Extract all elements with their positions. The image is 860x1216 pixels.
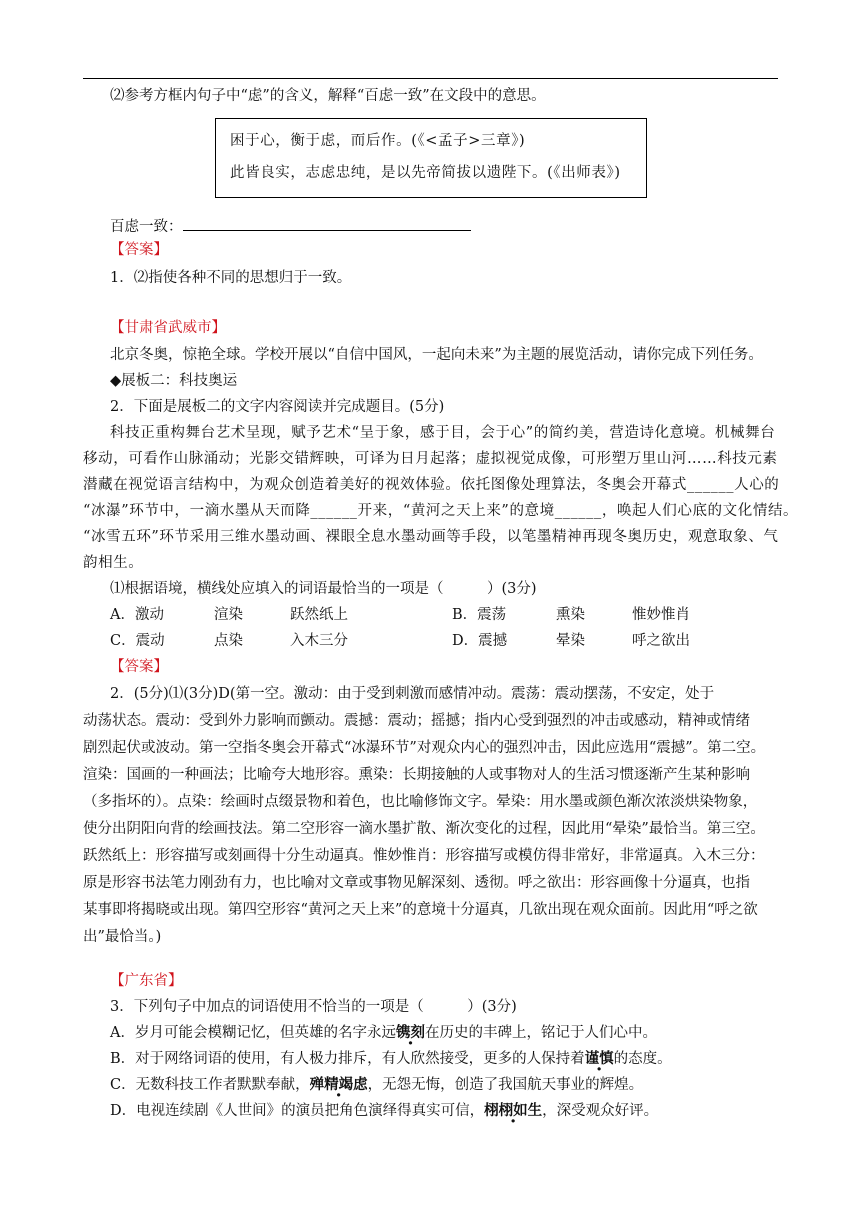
passage-line: 移动，可看作山脉涌动；光影交错辉映，可译为日月起落；虚拟视觉成像，可形塑万里山河……科技元素 (83, 451, 778, 467)
explanation-line: 使分出阴阳向背的绘画技法。第二空形容一滴水墨扩散、渐次变化的过程，因此用“晕染”最恰当。第三空。 (83, 821, 765, 837)
fill-line (110, 216, 471, 237)
explanation-line: 原是形容书法笔力刚劲有力，也比喻对文章或事物见解深刻、透彻。呼之欲出：形容画像十分逼真，也指 (83, 875, 750, 891)
option-c-word3: 入木三分 (290, 633, 348, 649)
dotted-word: 栩栩如生 (484, 1102, 543, 1119)
quote-box (215, 118, 647, 198)
quote-line-1: 困于心，衡于虑，而后作。(《<孟子>三章》) (230, 133, 526, 149)
passage-line: 科技正重构舞台艺术呈现，赋予艺术“呈于象，感于目，会于心”的简约美，营造诗化意境。机械舞台 (110, 425, 776, 441)
q2-intro: 北京冬奥，惊艳全球。学校开展以“自信中国风，一起向未来”为主题的展览活动，请你完成下列任务。 (110, 347, 763, 363)
option-a-word3: 跃然纸上 (290, 607, 348, 623)
passage-line: 潜藏在视觉语言结构中，为观众创造着美好的视效体验。依托图像处理算法，冬奥会开幕式______人心的 (83, 477, 780, 493)
option-b-word2: 熏染 (556, 607, 585, 623)
dotted-word: 镌刻 (395, 1024, 425, 1041)
option-d-word2: 晕染 (556, 633, 585, 649)
q3-option-d: D．电视连续剧《人世间》的演员把角色演绎得真实可信，栩栩如生，深受观众好评。 (110, 1102, 659, 1119)
option-d-word3: 呼之欲出 (632, 633, 690, 649)
option-a: A．激动 (110, 607, 164, 623)
board-heading: ◆展板二：科技奥运 (110, 373, 238, 389)
q3-option-b: B．对于网络词语的使用，有人极力排斥，有人欣然接受，更多的人保持着谨慎的态度。 (110, 1050, 672, 1067)
explanation-line: 渲染：国画的一种画法；比喻夸大地形容。熏染：长期接触的人或事物对人的生活习惯逐渐产生某种影响 (83, 767, 750, 783)
option-b: B．震荡 (452, 607, 507, 623)
header-rule (83, 78, 778, 79)
passage-line: “冰雪五环”环节采用三维水墨动画、裸眼全息水墨动画等手段，以笔墨精神再现冬奥历史，观意取象、气 (83, 529, 779, 545)
explanation-line: 剧烈起伏或波动。第一空指冬奥会开幕式“冰瀑环节”对观众内心的强烈冲击，因此应选用“震撼”。第二空。 (83, 740, 766, 756)
q2-stem: 2．下面是展板二的文字内容阅读并完成题目。(5分) (110, 399, 445, 415)
quote-line-2: 此皆良实，志虑忠纯，是以先帝简拔以遗陛下。(《出师表》) (230, 165, 621, 181)
explanation-line: （多指坏的）。点染：绘画时点缀景物和着色，也比喻修饰文字。晕染：用水墨或颜色渐次浓淡烘染物象， (83, 794, 758, 810)
option-c: C．震动 (110, 633, 165, 649)
q2-sub-prompt: ⑴根据语境，横线处应填入的词语最恰当的一项是（ ）(3分) (110, 581, 537, 597)
passage-line: 韵相生。 (83, 555, 144, 571)
answer-tag-2: 【答案】 (110, 659, 168, 675)
explanation-line: 2．(5分)⑴(3分)D(第一空。激动：由于受到刺激而感情冲动。震荡：震动摆荡，不安定，处于 (110, 686, 715, 702)
q1-prompt: ⑵参考方框内句子中“虑”的含义，解释“百虑一致”在文段中的意思。 (110, 88, 546, 104)
q3-stem: 3．下列句子中加点的词语使用不恰当的一项是（ ）(3分) (110, 999, 517, 1015)
answer-blank (183, 216, 471, 231)
region-label-gansu: 【甘肃省武威市】 (110, 320, 226, 336)
explanation-line: 某事即将揭晓或出现。第四空形容“黄河之天上来”的意境十分逼真，几欲出现在观众面前。因此用“呼之欲 (83, 902, 758, 918)
dotted-word: 殚精竭虑 (309, 1076, 368, 1093)
fill-label: 百虑一致： (110, 219, 183, 235)
q3-option-c: C．无数科技工作者默默奉献，殚精竭虑，无怨无悔，创造了我国航天事业的辉煌。 (110, 1076, 644, 1093)
answer-tag-1: 【答案】 (110, 242, 168, 258)
option-b-word3: 惟妙惟肖 (632, 607, 690, 623)
explanation-line: 动荡状态。震动：受到外力影响而颤动。震撼：震动；摇撼；指内心受到强烈的冲击或感动，精神或情绪 (83, 713, 750, 729)
passage-line: “冰瀑”环节中，一滴水墨从天而降______开来，“黄河之天上来”的意境______，唤起人们心底的文化情结。 (83, 503, 799, 519)
explanation-line: 跃然纸上：形容描写或刻画得十分生动逼真。惟妙惟肖：形容描写或模仿得非常好，非常逼真。入木三分： (83, 848, 765, 864)
region-label-guangdong: 【广东省】 (110, 973, 183, 989)
q3-option-a: A．岁月可能会模糊记忆，但英雄的名字永远镌刻在历史的丰碑上，铭记于人们心中。 (110, 1024, 657, 1041)
option-d: D．震撼 (452, 633, 508, 649)
option-c-word2: 点染 (214, 633, 243, 649)
option-a-word2: 渲染 (214, 607, 243, 623)
answer-1: 1．⑵指使各种不同的思想归于一致。 (110, 270, 352, 286)
explanation-line: 出”最恰当。) (83, 929, 162, 945)
dotted-word: 谨慎 (584, 1050, 614, 1067)
